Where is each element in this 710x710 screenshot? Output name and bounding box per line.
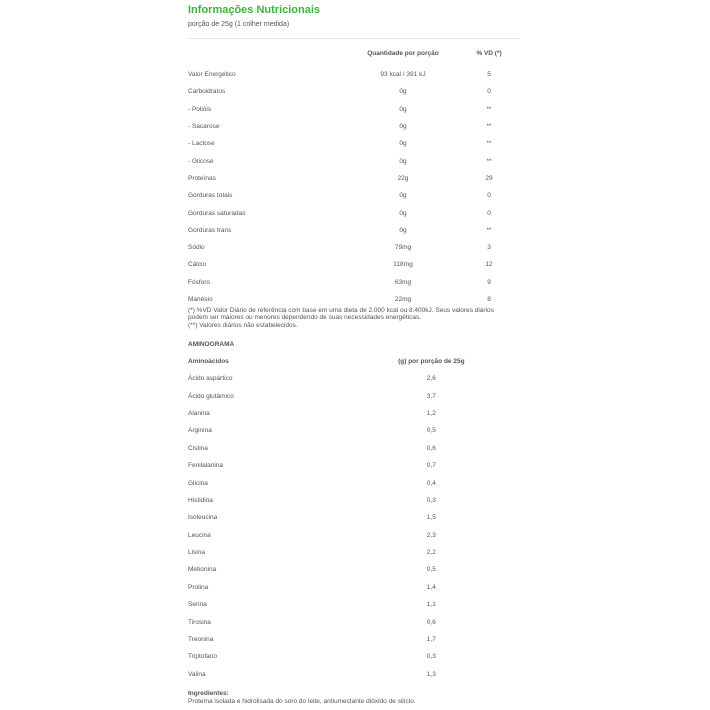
aminogram-row	[188, 631, 520, 648]
nutrition-row	[188, 101, 520, 118]
nutrient-quantity: 0g	[399, 209, 407, 217]
nutrient-name: Fósforo	[188, 278, 211, 286]
nutrition-header-row	[188, 40, 520, 66]
aminogram-row	[188, 370, 520, 387]
nutrient-daily-value: **	[486, 123, 492, 131]
amino-acid-name: Serina	[188, 601, 207, 609]
amino-acid-value: 2,3	[426, 531, 436, 539]
amino-acid-name: Fenilalanina	[188, 462, 224, 470]
amino-acid-value: 0,3	[426, 653, 436, 661]
nutrition-header-name	[188, 40, 348, 66]
aminogram-row	[188, 544, 520, 561]
aminogram-row	[188, 666, 520, 683]
nutrition-row	[188, 83, 520, 100]
nutrient-quantity: 0g	[399, 157, 407, 165]
nutrient-name: - Lactose	[188, 140, 215, 148]
aminogram-rows	[188, 370, 520, 683]
amino-acid-value: 3,7	[426, 392, 436, 400]
nutrient-quantity: 79mg	[394, 244, 412, 252]
footnote-line-2: podem ser maiores ou menores dependendo de suas necessidades energéticas.	[188, 314, 422, 322]
amino-acid-name: Prolina	[188, 583, 209, 591]
nutrition-row	[188, 256, 520, 273]
nutrient-quantity: 0g	[399, 105, 407, 113]
aminogram-title: AMINOGRAMA	[188, 341, 235, 348]
amino-acid-name: Treonina	[188, 636, 214, 644]
aminogram-row	[188, 527, 520, 544]
amino-acid-value: 2,6	[426, 375, 436, 383]
aminogram-row	[188, 422, 520, 439]
amino-acid-name: Leucina	[188, 531, 211, 539]
nutrient-quantity: 0g	[399, 88, 407, 96]
nutrient-daily-value: **	[486, 140, 492, 148]
nutrient-daily-value: 12	[485, 261, 493, 269]
amino-acid-name: Ácido glutâmico	[188, 392, 234, 400]
aminogram-header-value: (g) por porção de 25g	[398, 358, 465, 365]
nutrition-row	[188, 291, 520, 308]
nutrient-quantity: 0g	[399, 140, 407, 148]
aminogram-row	[188, 440, 520, 457]
footnote	[188, 307, 520, 329]
footnote-line-1: (*) %VD Valor Diário de referência com base em uma dieta de 2.000 kcal ou 8.400kJ. Seus valores diários	[188, 307, 494, 314]
amino-acid-name: Valina	[188, 670, 206, 678]
amino-acid-name: Triptofano	[188, 653, 218, 661]
nutrition-rows	[188, 66, 520, 308]
nutrition-row	[188, 187, 520, 204]
amino-acid-value: 1,2	[426, 409, 436, 417]
nutrition-row	[188, 118, 520, 135]
nutrient-daily-value: 9	[487, 278, 491, 286]
nutrient-daily-value: 3	[487, 244, 491, 252]
aminogram-table	[188, 353, 520, 683]
nutrient-name: Gorduras saturadas	[188, 209, 246, 217]
amino-acid-value: 0,7	[426, 462, 436, 470]
aminogram-header-row	[188, 353, 520, 370]
nutrition-row	[188, 152, 520, 169]
nutrient-name: - Glicose	[188, 157, 214, 165]
portion-text: porção de 25g (1 colher medida)	[188, 21, 290, 28]
amino-acid-name: Tirosina	[188, 618, 211, 626]
nutrient-name: Cálcio	[188, 261, 207, 269]
nutrient-daily-value: **	[486, 105, 492, 113]
amino-acid-value: 0,6	[426, 444, 436, 452]
nutrient-name: Manésio	[188, 296, 213, 303]
nutrition-header-qty: Quantidade por porção	[367, 49, 439, 57]
nutrition-row	[188, 204, 520, 221]
nutrition-row	[188, 66, 520, 83]
aminogram-row	[188, 579, 520, 596]
aminogram-header-name: Aminoácidos	[188, 358, 229, 365]
aminogram-row	[188, 387, 520, 404]
nutrition-row	[188, 239, 520, 256]
amino-acid-value: 0,5	[426, 566, 436, 574]
nutrient-daily-value: 0	[487, 192, 491, 200]
amino-acid-value: 1,1	[426, 601, 436, 609]
amino-acid-name: Lisina	[188, 549, 205, 557]
nutrient-name: - Sacarose	[188, 123, 220, 131]
nutrient-name: Sódio	[188, 244, 205, 252]
nutrition-table	[188, 40, 520, 308]
nutrient-quantity: 0g	[399, 226, 407, 234]
ingredients-label: Ingredientes:	[188, 690, 229, 697]
amino-acid-value: 1,7	[426, 636, 436, 644]
nutrient-name: Gorduras totais	[188, 192, 233, 200]
nutrient-name: Carboidratos	[188, 88, 226, 96]
amino-acid-value: 0,5	[426, 427, 436, 435]
page-title: Informações Nutricionais	[188, 4, 321, 16]
amino-acid-name: Alanina	[188, 409, 210, 417]
nutrient-quantity: 118mg	[393, 261, 413, 269]
amino-acid-value: 1,5	[426, 514, 436, 522]
aminogram-row	[188, 474, 520, 491]
amino-acid-value: 0,4	[426, 479, 436, 487]
nutrient-quantity: 0g	[399, 123, 407, 131]
nutrient-name: - Polióis	[188, 105, 212, 113]
nutrient-quantity: 0g	[399, 192, 407, 200]
amino-acid-name: Metionina	[188, 566, 217, 574]
amino-acid-value: 0,3	[426, 496, 436, 504]
amino-acid-value: 2,2	[426, 549, 436, 557]
nutrient-daily-value: **	[486, 226, 492, 234]
nutrient-daily-value: 0	[487, 209, 491, 217]
nutrient-daily-value: **	[486, 157, 492, 165]
amino-acid-name: Cistina	[188, 444, 208, 452]
nutrient-quantity: 93 kcal / 391 kJ	[380, 71, 426, 79]
amino-acid-value: 1,3	[426, 670, 436, 678]
aminogram-row	[188, 509, 520, 526]
nutrition-row	[188, 135, 520, 152]
amino-acid-value: 0,6	[426, 618, 436, 626]
nutrition-row	[188, 170, 520, 187]
nutrition-header-vd: % VD (*)	[476, 49, 502, 57]
amino-acid-name: Glicina	[188, 479, 208, 487]
nutrient-daily-value: 0	[487, 88, 491, 96]
aminogram-row	[188, 457, 520, 474]
amino-acid-name: Isoleucina	[188, 514, 218, 522]
amino-acid-name: Histidina	[188, 496, 213, 504]
nutrient-quantity: 22mg	[394, 296, 412, 303]
aminogram-row	[188, 561, 520, 578]
nutrient-name: Valor Energético	[188, 71, 236, 79]
amino-acid-name: Arginina	[188, 427, 212, 435]
title-divider	[188, 38, 520, 39]
nutrition-row	[188, 274, 520, 291]
nutrient-name: Proteínas	[188, 174, 216, 182]
nutrient-daily-value: 8	[487, 296, 491, 303]
nutrient-quantity: 22g	[397, 174, 409, 182]
amino-acid-name: Ácido aspártico	[188, 375, 233, 383]
ingredients-text: Proteína isolada e hidrolisada do soro do leite, antiumectante dióxido de silício.	[188, 698, 416, 705]
amino-acid-value: 1,4	[426, 583, 436, 591]
nutrient-daily-value: 5	[487, 71, 491, 79]
aminogram-row	[188, 596, 520, 613]
aminogram-row	[188, 613, 520, 630]
footnote-line-3: (**) Valores diários não estabelecidos.	[188, 321, 298, 329]
aminogram-row	[188, 648, 520, 665]
nutrient-name: Gorduras trans	[188, 226, 232, 234]
aminogram-row	[188, 405, 520, 422]
nutrient-daily-value: 29	[485, 174, 493, 182]
aminogram-row	[188, 492, 520, 509]
nutrition-row	[188, 222, 520, 239]
nutrient-quantity: 63mg	[394, 278, 412, 286]
